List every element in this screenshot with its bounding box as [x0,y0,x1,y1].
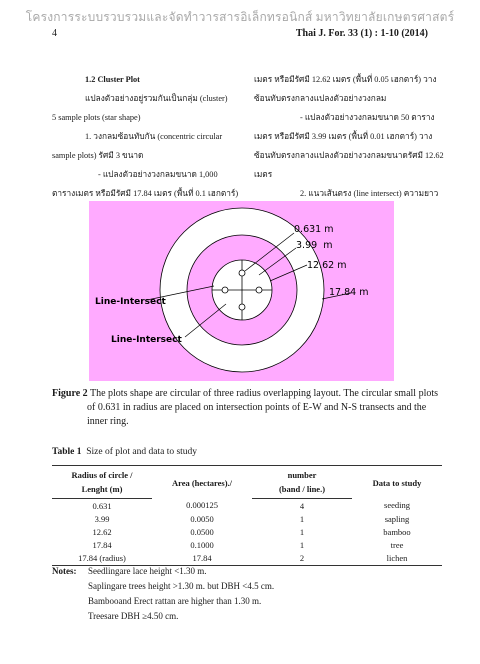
left-column [52,70,242,222]
paragraph-line: 5 sample plots (star shape) [52,113,141,122]
table-row [52,499,442,513]
table-cell: 0.0050 [190,513,214,524]
caption-text: inner ring. [87,416,129,427]
radius-label-1784: 17.84 m [329,287,369,298]
table-cell: 17.84 [152,552,252,566]
table-title [52,447,197,457]
paragraph-line: เมตร หรือมีรัศมี 12.62 เมตร (พื้นที่ 0.05 เฮกตาร์) วาง [254,75,437,84]
table-cell: 1 [299,540,305,551]
table-cell: bamboo [383,526,411,537]
table-cell: tree [390,540,404,551]
paragraph-line: แปลงตัวอย่างอยู่รวมกันเป็นกลุ่ม (cluster) [85,94,228,103]
plot-size-table [52,465,442,566]
table-cell: seeding [384,500,410,511]
plot-layout-diagram [89,201,394,381]
table-notes [52,564,274,624]
paragraph-line: ตารางเมตร หรือมีรัศมี 17.84 เมตร (พื้นที่ 0.1 เฮกตาร์) [52,189,239,198]
table-label: Table 1 [52,447,82,457]
table-row [52,539,442,552]
notes-label: Notes: [52,566,77,576]
line-intersect-label: Line-Intersect [111,335,182,345]
paragraph-line: 1. วงกลมซ้อนทับกัน (concentric circular [85,132,223,141]
table-cell: 2 [252,552,352,566]
radius-label-1262: 12.62 m [307,260,347,271]
small-plot-circle [239,304,245,310]
caption-text: of 0.631 in radius are placed on intersection points of E-W and N-S transects and the [87,402,427,413]
section-heading: 1.2 Cluster Plot [85,75,140,84]
column-header: Data to study [352,466,442,499]
table-cell: 12.62 [92,526,112,537]
paragraph-line: sample plots) รัศมี 3 ขนาด [52,151,144,160]
table-cell: lichen [352,552,442,566]
table-cell: 0.1000 [190,540,214,551]
watermark: โครงการระบบรวบรวมและจัดทำวารสารอิเล็กทรอนิกส์ มหาวิทยาลัยเกษตรศาสตร์ [25,10,455,24]
radius-label-399: 3.99 m [296,240,333,251]
table-cell: 0.000125 [186,500,218,511]
table-cell: 1 [299,513,305,524]
column-header: Radius of circle / [52,466,152,483]
paragraph-line: 2. แนวเส้นตรง (line intersect) ความยาว [300,189,439,198]
note-line: Treesare DBH ≥4.50 cm. [88,611,179,621]
table-cell: 3.99 [94,513,110,524]
plot-layout-figure [89,201,394,381]
paragraph-line: ซ้อนทับตรงกลางแปลงตัวอย่างวงกลม [254,94,387,103]
page-number: 4 [52,28,57,39]
note-line: Saplingare trees height >1.30 m. but DBH <4.5 cm. [88,581,275,591]
caption-text: The plots shape are circular of three radius overlapping layout. The circular small plots [89,388,439,399]
column-header: number [252,466,352,483]
paragraph-line: - แปลงตัวอย่างวงกลมขนาด 1,000 [98,170,218,179]
note-line: Seedlingare lace height <1.30 m. [88,566,207,576]
page-header [52,28,428,44]
small-plot-circle [222,287,228,293]
figure-label: Figure 2 [52,388,88,399]
table-cell: 0.631 [92,500,112,511]
note-line: Bambooand Erect rattan are higher than 1.30 m. [88,596,262,606]
small-plot-circle [239,270,245,276]
table-cell: 4 [299,500,305,511]
right-column [254,70,444,222]
small-plot-circle [256,287,262,293]
paragraph-line: - แปลงตัวอย่างวงกลมขนาด 50 ตาราง [300,113,435,122]
radius-label-0631: 0.631 m [294,224,334,235]
paragraph-line: ซ้อนทับตรงกลางแปลงตัวอย่างวงกลมขนาดรัศมี 12.62 [254,151,444,160]
table-row [52,512,442,525]
column-header: Area (hectares)./ [152,466,252,499]
column-header: Lenght (m) [52,482,152,499]
table-row [52,525,442,538]
table-cell: 0.0500 [190,526,214,537]
table-cell: sapling [384,513,410,524]
table-cell: 17.84 (radius) [52,552,152,566]
line-intersect-label: Line-Intersect [95,297,166,307]
table-cell: 17.84 [92,540,112,551]
journal-citation: Thai J. For. 33 (1) : 1-10 (2014) [295,28,428,39]
paragraph-line: เมตร หรือมีรัศมี 3.99 เมตร (พื้นที่ 0.01 เฮกตาร์) วาง [254,132,433,141]
table-title-text: Size of plot and data to study [86,447,198,457]
column-header: (band / line.) [252,482,352,499]
table-cell: 1 [299,526,305,537]
figure-caption [52,387,442,429]
paragraph-line: เมตร [254,170,273,179]
